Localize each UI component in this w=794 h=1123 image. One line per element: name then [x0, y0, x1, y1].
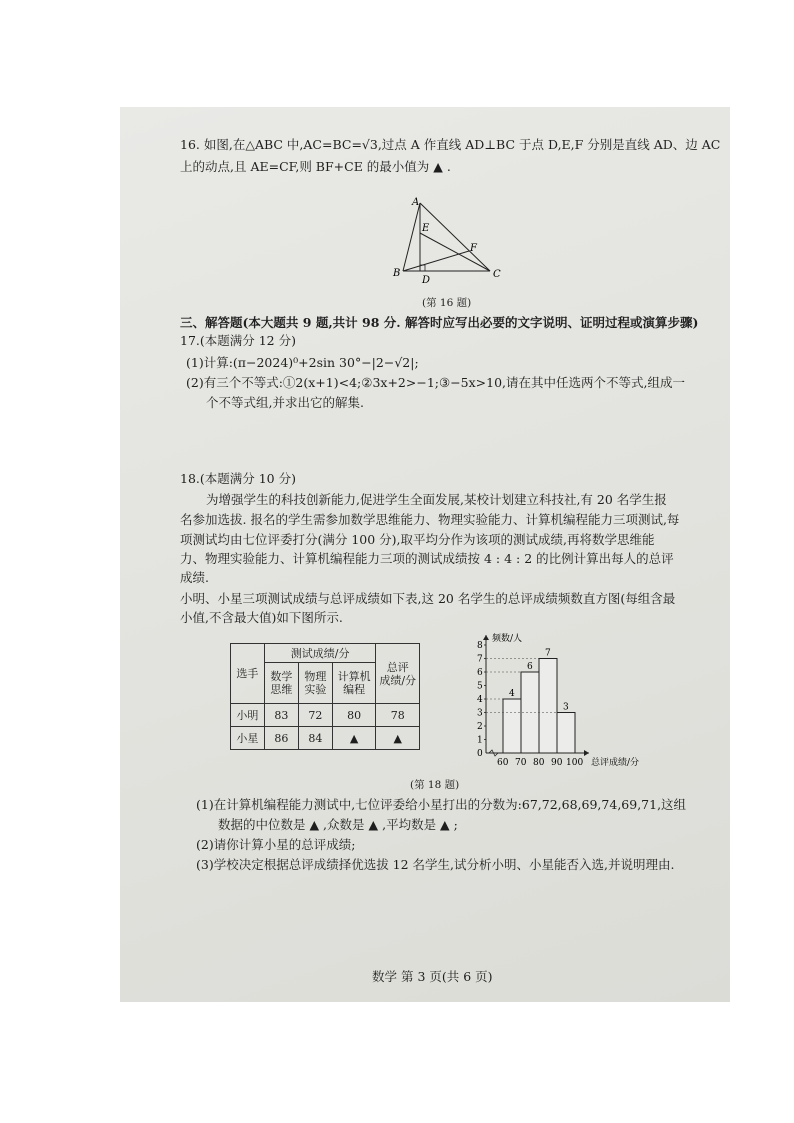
x-tick-label: 100	[566, 758, 584, 768]
q17-part2-line1: (2)有三个不等式:①2(x+1)<4;②3x+2>−1;③−5x>10,请在其中任选两个不等式,组成一	[186, 375, 685, 390]
exam-page	[120, 107, 730, 1002]
y-axis-arrow	[483, 635, 489, 640]
th-computer: 计算机 编程	[332, 663, 376, 704]
label-E: E	[422, 223, 430, 234]
y-tick-label-zero: 0	[477, 749, 483, 759]
section-3-heading: 三、解答题(本大题共 9 题,共计 98 分. 解答时应写出必要的文字说明、证明过程或演算步骤)	[180, 315, 699, 330]
th-tests: 测试成绩/分	[264, 644, 376, 663]
score-table	[230, 643, 420, 750]
x-tick-label: 70	[515, 758, 527, 768]
y-tick-label: 6	[477, 668, 483, 678]
y-tick-label: 4	[477, 695, 483, 705]
table-row: 小星 86 84 ▲ ▲	[231, 727, 420, 750]
label-C: C	[493, 269, 501, 280]
th-math: 数学 思维	[264, 663, 298, 704]
x-axis-label: 总评成绩/分	[591, 758, 640, 768]
histogram-bar	[557, 713, 575, 754]
y-tick-label: 1	[477, 735, 483, 746]
bar-value-label: 4	[509, 689, 515, 699]
q18-sub3: (3)学校决定根据总评成绩择优选拔 12 名学生,试分析小明、小星能否入选,并说明理由.	[196, 857, 675, 872]
frequency-histogram	[470, 623, 670, 783]
y-tick-label: 8	[477, 641, 483, 651]
bar-value-label: 7	[545, 648, 551, 659]
q18-para-2: 名参加选拔. 报名的学生需参加数学思维能力、物理实验能力、计算机编程能力三项测试,每	[180, 512, 680, 527]
y-tick-label: 2	[477, 722, 483, 732]
q17-part1: (1)计算:(π−2024)⁰+2sin 30°−|2−√2|;	[186, 355, 419, 370]
label-F: F	[470, 243, 477, 254]
q18-para-4: 力、物理实验能力、计算机编程能力三项的测试成绩按 4 : 4 : 2 的比例计算出每人的总评	[180, 551, 674, 566]
q16-line2: 上的动点,且 AE=CF,则 BF+CE 的最小值为 ▲ .	[180, 159, 451, 174]
bar-value-label: 6	[527, 662, 533, 672]
page-footer: 数学 第 3 页(共 6 页)	[372, 969, 493, 984]
x-tick-label: 80	[533, 758, 545, 768]
th-total: 总评 成绩/分	[376, 644, 420, 704]
x-tick-label: 60	[497, 758, 509, 768]
histogram-bar	[503, 699, 521, 753]
q18-header: 18.(本题满分 10 分)	[180, 471, 296, 486]
q16-figure	[390, 193, 510, 287]
label-A: A	[412, 197, 420, 208]
q18-para-3: 项测试均由七位评委打分(满分 100 分),取平均分作为该项的测试成绩,再将数学思维能	[180, 532, 655, 547]
q18-sub1-line2: 数据的中位数是 ▲ ,众数是 ▲ ,平均数是 ▲ ;	[218, 817, 458, 832]
table-row: 小明 83 72 80 78	[231, 704, 420, 727]
q18-para-7: 小值,不含最大值)如下图所示.	[180, 610, 343, 625]
q16-line1: 16. 如图,在△ABC 中,AC=BC=√3,过点 A 作直线 AD⊥BC 于点 D,E,F 分别是直线 AD、边 AC	[180, 137, 721, 152]
y-tick-label: 5	[477, 681, 483, 692]
bar-value-label: 3	[563, 702, 569, 713]
y-tick-label: 7	[477, 654, 483, 665]
q18-caption: (第 18 题)	[410, 779, 460, 791]
q18-para-5: 成绩.	[180, 570, 209, 585]
q17-part2-line2: 个不等式组,并求出它的解集.	[206, 395, 364, 410]
q18-para-6: 小明、小星三项测试成绩与总评成绩如下表,这 20 名学生的总评成绩频数直方图(每组含最	[180, 591, 676, 606]
th-physics: 物理 实验	[298, 663, 332, 704]
y-tick-label: 3	[477, 708, 483, 719]
q18-para-1: 为增强学生的科技创新能力,促进学生全面发展,某校计划建立科技社,有 20 名学生报	[206, 492, 667, 507]
q16-caption: (第 16 题)	[422, 297, 472, 309]
label-D: D	[422, 275, 431, 286]
x-tick-label: 90	[551, 758, 563, 768]
histogram-bar	[539, 659, 557, 754]
th-player: 选手	[231, 644, 265, 704]
label-B: B	[393, 268, 401, 279]
q17-header: 17.(本题满分 12 分)	[180, 333, 296, 348]
q18-sub1-line1: (1)在计算机编程能力测试中,七位评委给小星打出的分数为:67,72,68,69,74,69,71,这组	[196, 797, 687, 812]
q18-sub2: (2)请你计算小星的总评成绩;	[196, 837, 356, 852]
x-axis-arrow	[584, 750, 589, 756]
y-axis-label: 频数/人	[492, 634, 523, 644]
